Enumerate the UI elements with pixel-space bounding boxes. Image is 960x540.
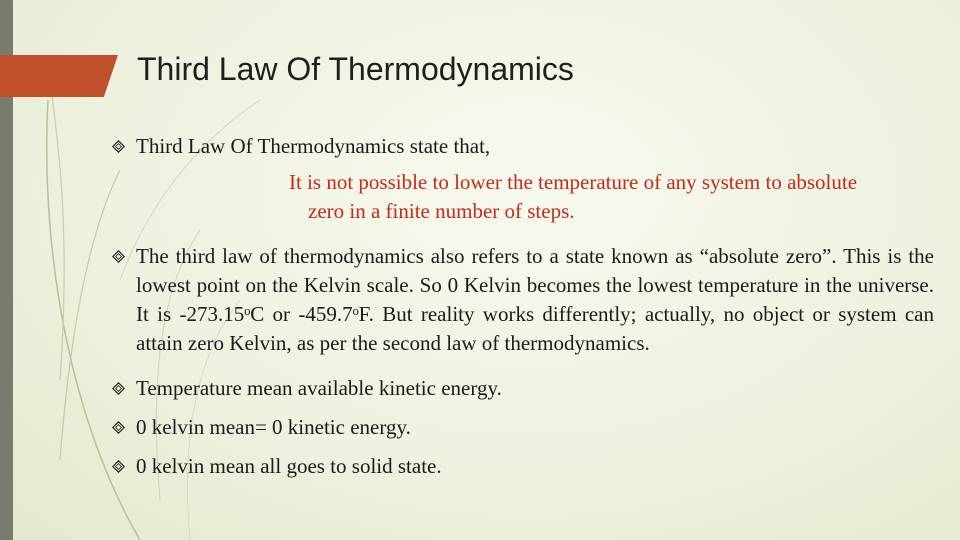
quote-line-1: It is not possible to lower the temperature of any system to absolute (289, 170, 858, 194)
diamond-bullet-icon (112, 374, 130, 403)
bullet-text: The third law of thermodynamics also refers to a state known as “absolute zero”. This is the lowest point on the Kelvin scale. So 0 Kelvin becomes the lowest temperature in the universe. It is -273.15ᵒC or -459.7ᵒF. But reality works differently; actually, no object or system can attain zero Kelvin, as per the second law of thermodynamics. (136, 244, 934, 355)
bullet-text: 0 kelvin mean= 0 kinetic energy. (136, 415, 411, 439)
diamond-bullet-icon (112, 242, 130, 271)
diamond-bullet-icon (112, 132, 130, 161)
bullet-item-2 (112, 242, 934, 358)
slide-content (112, 132, 934, 481)
slide-title: Third Law Of Thermodynamics (137, 51, 574, 87)
quote-line-2: zero in a finite number of steps. (308, 199, 575, 223)
diamond-bullet-icon (112, 413, 130, 442)
bullet-text: 0 kelvin mean all goes to solid state. (136, 454, 442, 478)
bullet-item-1 (112, 132, 934, 161)
bullet-text: Third Law Of Thermodynamics state that, (136, 134, 491, 158)
bullet-item-3 (112, 374, 934, 403)
bullet-item-4 (112, 413, 934, 442)
bullet-text: Temperature mean available kinetic energy. (136, 376, 502, 400)
diamond-bullet-icon (112, 452, 130, 481)
law-statement-quote (112, 168, 934, 226)
bullet-item-5 (112, 452, 934, 481)
title-accent-bar (0, 55, 118, 97)
